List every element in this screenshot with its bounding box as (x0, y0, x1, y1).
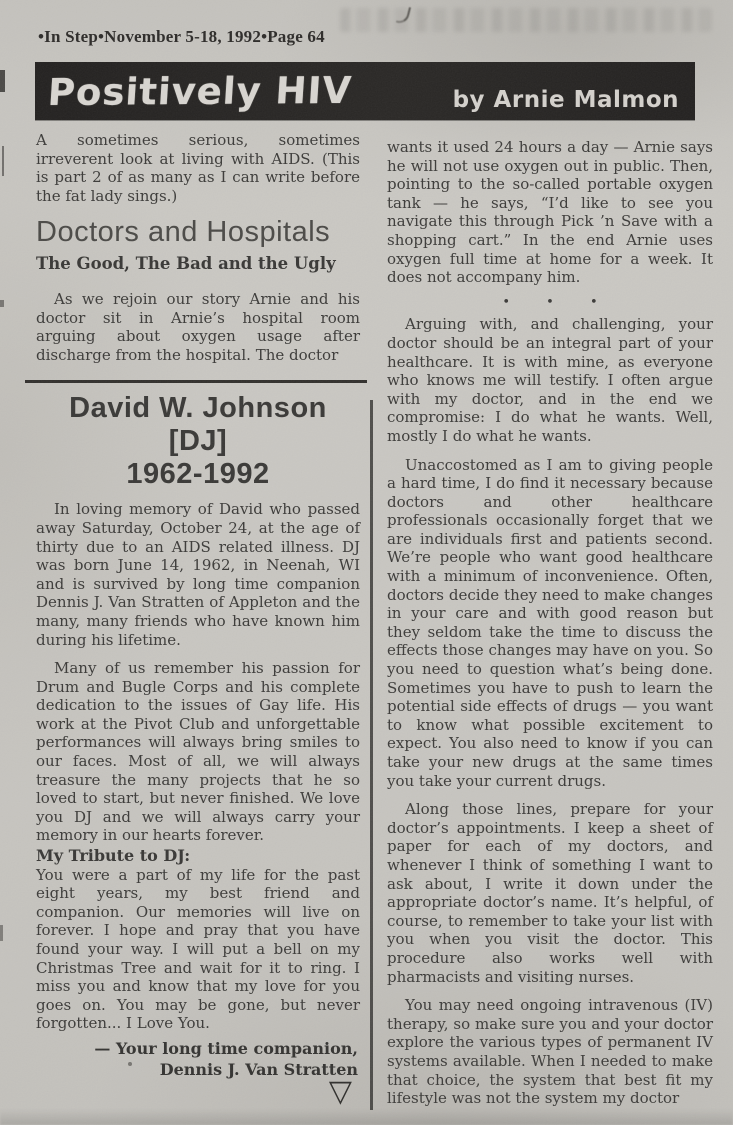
left-column (36, 131, 360, 1107)
signature (36, 1038, 360, 1080)
tribute-text: You were a part of my life for the past eight years, my best friend and companion. Our memories will live on forever. I hope and pray that you have found your way. I will put a bell on my Christmas Tree and wait for it to ring. I miss you and know that my love for you goes on. You may be gone, but never forgotten... I Love You. (36, 865, 360, 1033)
article-intro: A sometimes serious, sometimes irreverent look at living with AIDS. (This is part 2 of as many as I can write before the fat lady sings.) (36, 131, 360, 205)
article-paragraph: Unaccostomed as I am to giving people a hard time, I do find it necessary because doctors and other healthcare professionals occasionally forget that we are individuals first and patients second. We’re people who want good healthcare with a minimum of inconvenience. Often, doctors decide they need to make changes in your care and with good reason but they seldom take the time to discuss the effects those changes may have on you. So you need to question what’s being done. Sometimes you have to push to learn the potential side effects of drugs — you want to know what possible excitement to expect. You also need to know if you can take your new drugs at the same times you take your current drugs. (387, 455, 713, 790)
article-paragraph: As we rejoin our story Arnie and his doctor sit in Arnie’s hospital room arguing about oxygen usage after discharge from the hospital. The doctor (36, 289, 360, 364)
signature-line: — Your long time companion, (94, 1038, 358, 1058)
article-paragraph: wants it used 24 hours a day — Arnie says he will not use oxygen out in public. Then, pointing to the so-called portable oxygen tank — he says, “I’d like to see you navigate this through Pick ’n Save with a shopping cart.” In the end Arnie uses oxygen full time at home for a week. It does not accompany him. (387, 138, 713, 287)
memorial-paragraph: In loving memory of David who passed away Saturday, October 24, at the age of thirty due to an AIDS related illness. DJ was born June 14, 1962, in Neenah, WI and is survived by long time companion Dennis J. Van Stratten of Appleton and the many, many friends who have known him during his lifetime. (36, 500, 360, 649)
masthead: •In Step•November 5-18, 1992•Page 64 (38, 27, 325, 46)
column-divider-rule (370, 400, 373, 1110)
triangle-down-icon: ▽ (328, 1073, 352, 1109)
signature-line: Dennis J. Van Stratten (159, 1059, 358, 1079)
memorial-years: 1962-1992 (126, 458, 270, 491)
memorial-paragraph: Many of us remember his passion for Drum and Bugle Corps and his complete dedication to the issues of Gay life. His work at the Pivot Club and unforgettable performances will always bring smiles to our faces. Most of all, we will always treasure the many projects that he so loved to start, but never finished. We love you DJ and we will always carry your memory in our hearts forever. (36, 659, 360, 845)
column-byline: by Arnie Malmon (452, 87, 679, 113)
tribute-heading: My Tribute to DJ: (36, 846, 191, 866)
memorial-name: David W. Johnson (69, 392, 327, 425)
edge-artifact (0, 300, 4, 307)
section-heading: Doctors and Hospitals (36, 216, 331, 249)
edge-artifact (0, 925, 3, 941)
article-paragraph: Along those lines, prepare for your doctor’s appointments. I keep a sheet of paper for each of my doctors, and whenever I think of something I want to ask about, I write it down under the appropriate doctor’s name. It’s helpful, of course, to remember to take your list with you when you visit the doctor. This procedure also works well with pharmacists and visiting nurses. (387, 800, 713, 986)
memorial-nickname: [DJ] (168, 425, 228, 458)
scan-shadow (0, 1109, 733, 1125)
article-paragraph: You may need ongoing intravenous (IV) therapy, so make sure you and your doctor explore the various types of permanent IV systems available. When I needed to make that choice, the system that best fit my lifestyle was not the system my doctor (387, 996, 713, 1108)
edge-artifact (2, 146, 4, 176)
dots-separator-icon: • • • (502, 294, 614, 310)
column-title: Positively HIV (46, 68, 354, 114)
right-column (387, 138, 713, 1108)
article-paragraph: Arguing with, and challenging, your doctor should be an integral part of your healthcare. It is with mine, as everyone who knows me will testify. I often argue with my doctor, and in the end we compromise: I do what he wants. Well, mostly I do what he wants. (387, 315, 713, 445)
column-header-banner (35, 62, 695, 120)
section-subheading: The Good, The Bad and the Ugly (36, 254, 336, 274)
speck-artifact (128, 1062, 132, 1066)
memorial-divider (25, 380, 367, 383)
edge-artifact (0, 70, 5, 92)
